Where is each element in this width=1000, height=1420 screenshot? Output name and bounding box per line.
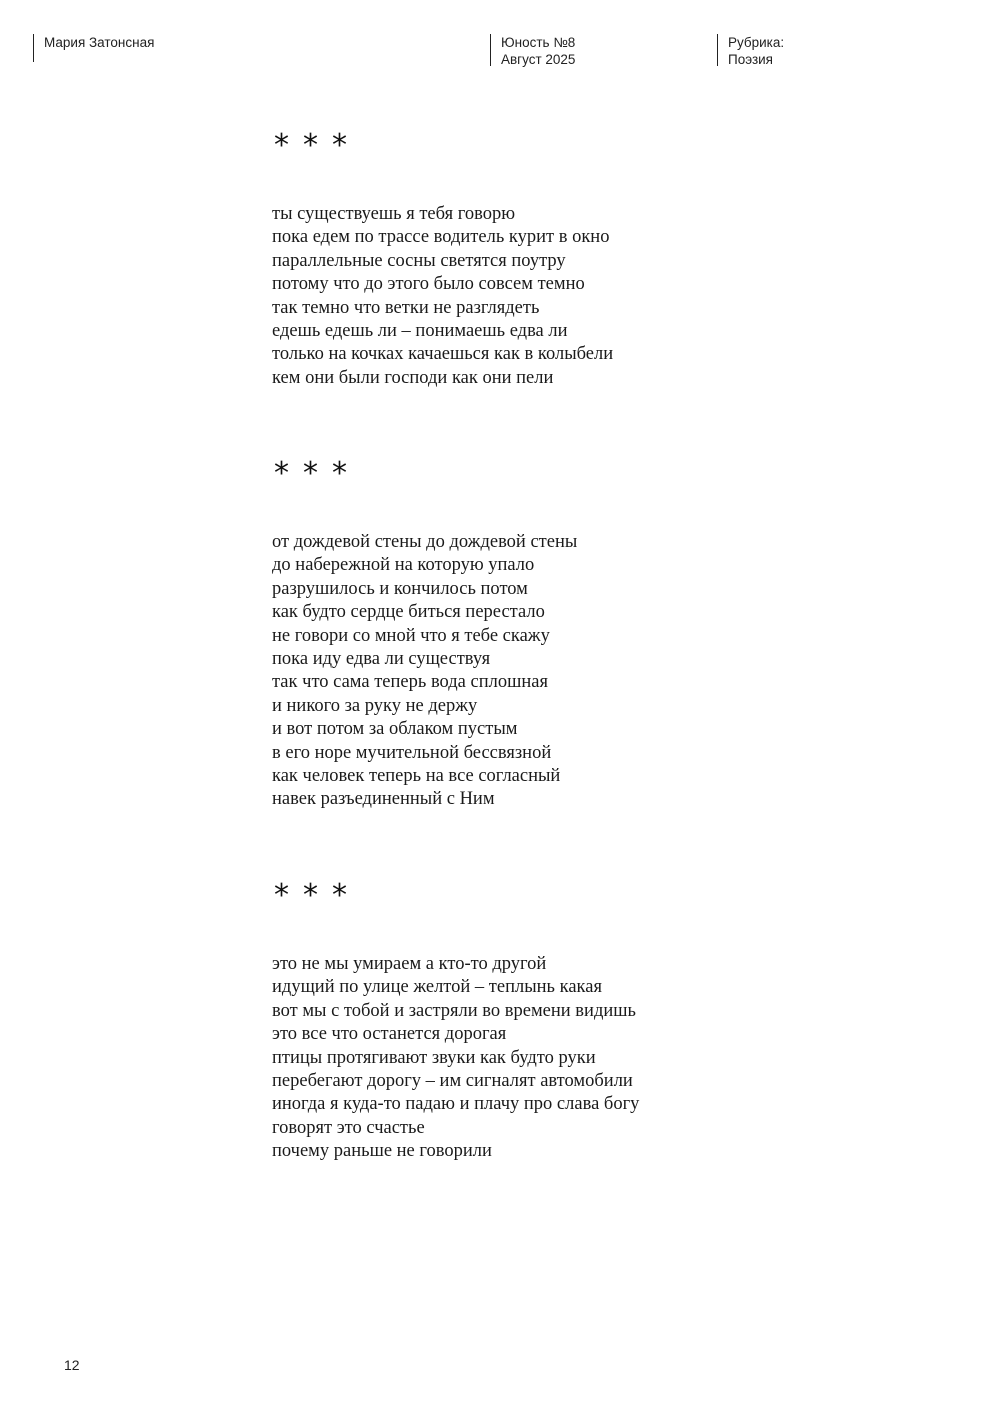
poem-line: и вот потом за облаком пустым (272, 719, 518, 740)
header-rubric (717, 34, 784, 66)
issue-title: Юность №8 (501, 35, 576, 50)
asterism-divider: *** (274, 128, 361, 163)
poem-line: это не мы умираем а кто-то другой (272, 954, 547, 974)
poem-line: вот мы с тобой и застряли во времени видишь (272, 1000, 636, 1021)
poem-line: от дождевой стены до дождевой стены (272, 532, 578, 552)
poem-line: перебегают дорогу – им сигналят автомобили (272, 1071, 633, 1092)
poem-lines (272, 953, 639, 1164)
poem-line: так что сама теперь вода сплошная (272, 672, 548, 693)
poem-line: не говори со мной что я тебе скажу (272, 625, 550, 646)
poem-1 (272, 128, 613, 390)
poem-line: ты существуешь я тебя говорю (272, 204, 516, 224)
poem-line: так темно что ветки не разглядеть (272, 297, 540, 318)
poem-line: кем они были господи как они пели (272, 367, 554, 388)
poem-line: пока иду едва ли существуя (272, 649, 491, 670)
poem-line: разрушилось и кончилось потом (272, 578, 528, 599)
page-number: 12 (64, 1357, 80, 1373)
poem-line: как человек теперь на все согласный (272, 766, 561, 787)
poem-line: как будто сердце биться перестало (272, 602, 545, 623)
poem-2 (272, 456, 577, 812)
poem-line: и никого за руку не держу (272, 695, 478, 716)
poem-line: иногда я куда-то падаю и плачу про слава богу (272, 1094, 640, 1115)
issue-date: Август 2025 (501, 52, 576, 67)
poem-lines (272, 203, 613, 390)
poem-line: говорят это счастье (272, 1117, 425, 1138)
header-author (33, 34, 154, 62)
asterism-divider: *** (274, 878, 361, 913)
rubric-value: Поэзия (728, 52, 773, 67)
poem-line: в его норе мучительной бессвязной (272, 742, 552, 763)
poem-line: навек разъединенный с Ним (272, 789, 495, 810)
poem-line: птицы протягивают звуки как будто руки (272, 1047, 596, 1068)
rubric-label: Рубрика: (728, 35, 785, 50)
poem-line: пока едем по трассе водитель курит в окно (272, 227, 610, 248)
poem-line: до набережной на которую упало (272, 555, 535, 576)
header-issue (490, 34, 575, 66)
author-name: Мария Затонсная (44, 35, 155, 50)
poem-line: только на кочках качаешься как в колыбели (272, 344, 614, 365)
poem-line: потому что до этого было совсем темно (272, 274, 585, 295)
poem-line: едешь едешь ли – понимаешь едва ли (272, 321, 568, 342)
asterism-divider: *** (274, 456, 361, 491)
poem-line: параллельные сосны светятся поутру (272, 250, 566, 271)
poem-3 (272, 878, 639, 1164)
poem-lines (272, 531, 577, 812)
poem-line: это все что останется дорогая (272, 1024, 507, 1045)
poem-line: идущий по улице желтой – теплынь какая (272, 977, 602, 998)
poem-line: почему раньше не говорили (272, 1141, 492, 1162)
